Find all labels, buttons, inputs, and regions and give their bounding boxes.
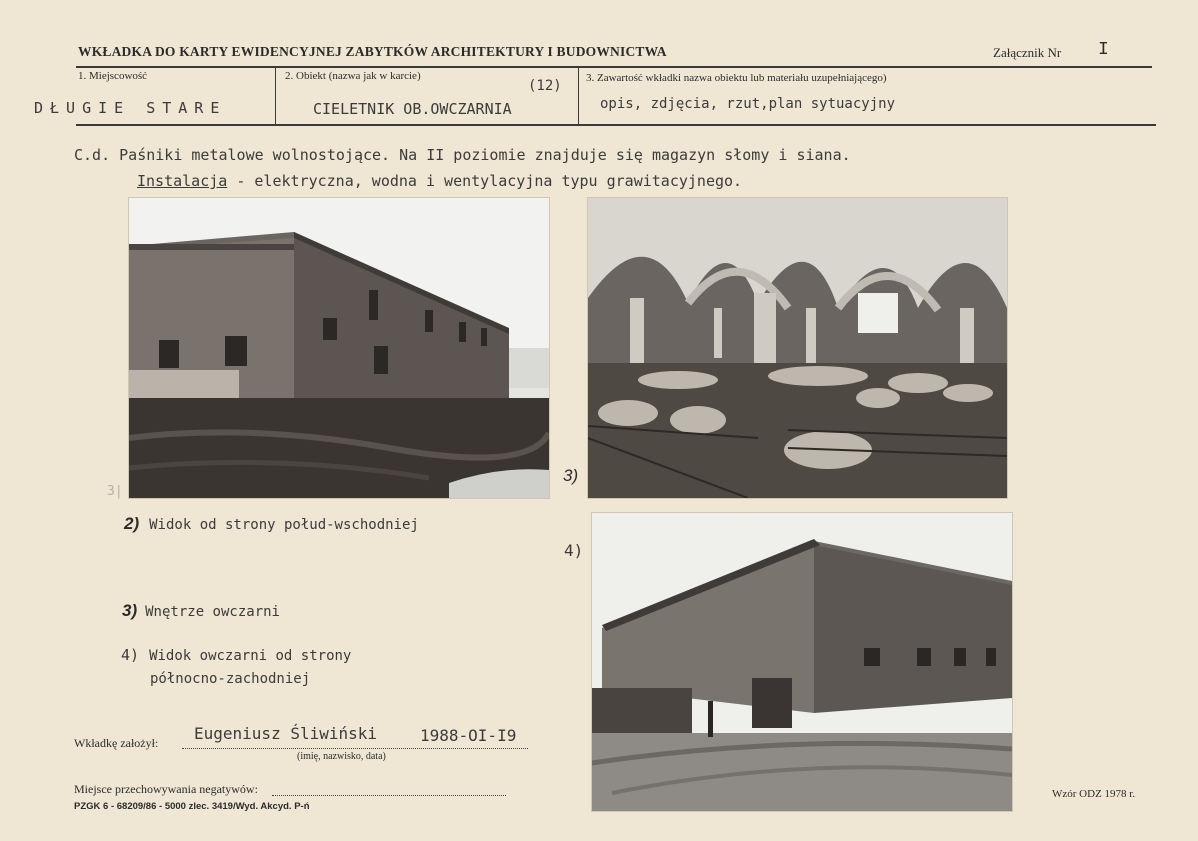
sheepfold-interior-image bbox=[588, 198, 1007, 498]
photo-3-marker: 3) bbox=[563, 466, 579, 485]
building-exterior-image bbox=[129, 198, 549, 498]
print-info: PZGK 6 - 68209/86 - 5000 zlec. 3419/Wyd. Akcyd. P-ń bbox=[74, 801, 310, 812]
installation-heading: Instalacja bbox=[137, 172, 228, 190]
annex-label: Załącznik Nr bbox=[993, 45, 1062, 60]
header-rule-top bbox=[76, 66, 1152, 68]
caption-4-text-line-1: Widok owczarni od strony bbox=[149, 648, 352, 664]
object-value: CIELETNIK OB.OWCZARNIA bbox=[313, 100, 512, 118]
field-divider-1 bbox=[275, 68, 276, 124]
caption-2-number: 2) bbox=[124, 514, 140, 533]
margin-mark: 3| bbox=[107, 484, 123, 499]
place-value: DŁUGIE STARE bbox=[34, 99, 227, 117]
author-dotted-line bbox=[182, 748, 528, 749]
object-label: 2. Obiekt (nazwa jak w karcie) bbox=[285, 70, 421, 82]
caption-4 bbox=[121, 646, 351, 665]
author-label: Wkładkę założył: bbox=[74, 736, 159, 750]
description-line-2 bbox=[137, 172, 742, 190]
photo-interior-view bbox=[587, 197, 1008, 499]
form-version: Wzór ODZ 1978 r. bbox=[1052, 788, 1136, 800]
negatives-dotted-line bbox=[272, 795, 506, 796]
photo-southeast-view bbox=[128, 197, 550, 499]
caption-4-text-line-2: północno-zachodniej bbox=[150, 671, 311, 687]
place-label: 1. Miejscowość bbox=[78, 70, 148, 82]
content-value: opis, zdjęcia, rzut,plan sytuacyjny bbox=[600, 96, 896, 112]
form-title: WKŁADKA DO KARTY EWIDENCYJNEJ ZABYTKÓW ARCHITEKTURY I BUDOWNICTWA bbox=[78, 44, 667, 59]
caption-3-text: Wnętrze owczarni bbox=[145, 604, 280, 620]
installation-text: - elektryczna, wodna i wentylacyjna typu grawitacyjnego. bbox=[227, 172, 743, 190]
field-divider-2 bbox=[578, 68, 579, 124]
building-northwest-image bbox=[592, 513, 1012, 811]
caption-3 bbox=[122, 601, 280, 621]
annex-number: I bbox=[1098, 40, 1109, 60]
content-label: 3. Zawartość wkładki nazwa obiektu lub materiału uzupełniającego) bbox=[586, 72, 887, 84]
header-rule-bottom bbox=[76, 124, 1156, 126]
description-line-1: C.d. Paśniki metalowe wolnostojące. Na II poziomie znajduje się magazyn słomy i siana. bbox=[74, 146, 851, 164]
photo-4-marker: 4) bbox=[564, 541, 584, 560]
author-date: 1988-OI-I9 bbox=[420, 726, 517, 745]
photo-northwest-view bbox=[591, 512, 1013, 812]
author-name: Eugeniusz Śliwiński bbox=[194, 724, 378, 743]
caption-3-number: 3) bbox=[122, 601, 138, 620]
negatives-label: Miejsce przechowywania negatywów: bbox=[74, 782, 258, 796]
caption-2 bbox=[124, 514, 419, 534]
caption-4-number: 4) bbox=[121, 646, 140, 664]
object-number: (12) bbox=[528, 78, 562, 94]
caption-2-text: Widok od strony połud-wschodniej bbox=[149, 517, 419, 533]
author-hint: (imię, nazwisko, data) bbox=[297, 751, 386, 762]
